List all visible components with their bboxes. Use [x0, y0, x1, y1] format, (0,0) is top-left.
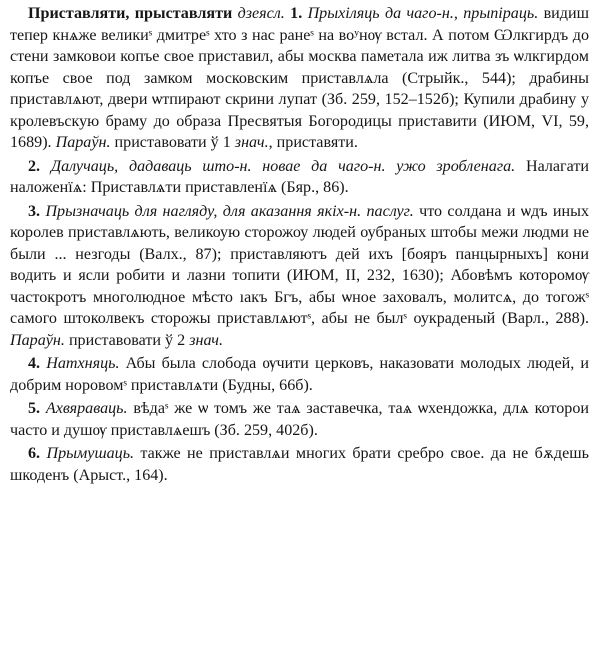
entry-text: также не приставлѧи многих брати сребро свое. да не бѫдешь шкоденъ (Арыст., 164). [10, 445, 589, 484]
sense-2-paragraph [10, 156, 589, 199]
entry-text: вѣдаˢ же ѡ томъ же таѧ заставечка, таѧ ѡхендожка, длѧ которои часто и душѹ приставлѧешъ (Зб. 259, 402б). [10, 400, 590, 439]
sense-number: 2. [28, 157, 41, 175]
italic-gloss: Параўн. [10, 331, 65, 349]
italic-gloss: Прызначаць для нагляду, для аказання якіх-н. паслуг. [45, 202, 414, 220]
italic-gloss: Прымушаць. [46, 445, 135, 462]
dictionary-entry [10, 3, 589, 486]
entry-text: видиш тепер кнѧже великиˢ дмитреˢ хто з нас ранеˢ на воʸнѹ встал. А потом Ѡлкгирдъ до стени замковои копъе свое приставил, абы москва паметала иж литва зъ ѡлкгирдом копъе свое под замком московским приставлѧла (Стрыйк., 544); драбины приставлѧют, двери ѡтпирают скрини лупат (Зб. 259, 152–152б); Купили драбину у кролевъскую браму до образа Пресвятыя Богородицы приставити (ИЮМ, VI, 59, 1689). [10, 5, 589, 151]
italic-gloss: Прыхіляць да чаго-н., прыпіраць. [307, 5, 539, 22]
part-of-speech: дзеясл. [237, 5, 285, 22]
italic-gloss: Ахвяраваць. [45, 400, 128, 417]
italic-gloss: Параўн. [55, 134, 111, 151]
entry-text: Абы была слобода ѹчити церковъ, наказовати молодых людей, и добрим норовомˢ приставлѧти (Будны, 66б). [10, 355, 589, 394]
sense-6-paragraph [10, 443, 589, 486]
sense-3-paragraph [10, 201, 589, 352]
sense-5-paragraph [10, 398, 589, 441]
sense-number: 5. [28, 400, 41, 417]
entry-text [40, 158, 51, 175]
sense-4-paragraph [10, 353, 589, 396]
sense-number: 4. [28, 355, 41, 372]
entry-text: , приставяти. [268, 134, 358, 151]
italic-gloss: Натхняць. [46, 355, 120, 372]
headword: Приставляти, прыставляти [28, 5, 233, 22]
sense-1-paragraph [10, 3, 589, 154]
italic-gloss: знач. [189, 331, 224, 349]
sense-number: 1. [290, 5, 303, 22]
sense-number: 3. [28, 202, 41, 220]
sense-number: 6. [28, 445, 41, 462]
entry-text: приставовати ў 1 [110, 134, 235, 151]
entry-text: приставовати ў 2 [64, 331, 190, 349]
entry-text: Налагати наложенїѧ: Приставлѧти приставленїѧ (Бяр., 86). [10, 157, 589, 196]
italic-gloss: Далучаць, дадаваць што-н. новае да чаго-н. ужо зробленага. [50, 157, 516, 175]
entry-text: что солдана и ѡдъ иных королев приставлѧють, великоую сторожоу людей оубраных штобы межи людми не были ... незгоды (Валх., 87); приставляютъ дей ихъ [бояръ панцырныхъ] кони водить и ясли робити и лазни топити (ИЮМ, II, 232, 1630); Абовѣмъ которомѹ частокротъ многолюдное мѣсто ıакъ Бгъ, абы ѡное заховалъ, молитсѧ, до тогожˢ самого штоколвекъ сторожы приставлѧютˢ, абы не былˢ оукраденый (Варл., 288). [10, 202, 589, 327]
italic-gloss: знач. [234, 134, 269, 151]
